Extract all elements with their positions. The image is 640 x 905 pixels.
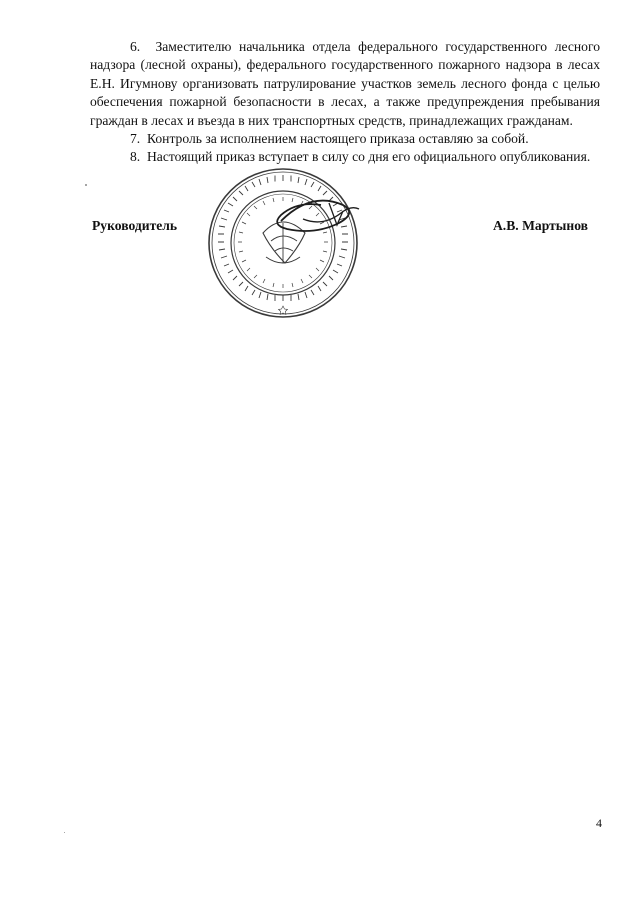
scan-speck <box>85 184 87 186</box>
paragraph-8: 8. Настоящий приказ вступает в силу со дня его официального опубликования. <box>130 149 591 165</box>
scan-speck <box>64 832 65 833</box>
signatory-title: Руководитель <box>92 218 178 233</box>
signatory-name: А.В. Мартынов <box>492 218 588 233</box>
paragraph-6: 6. Заместителю начальника отдела федерального государственного лесного надзора (лесной охраны), федерального государственного пожарного надзора в лесах Е.Н. Игумнову организовать патрулирование участков земель лесного фонда с целью обеспечения пожарной безопасности в лесах, а также предупреждения пребывания граждан в лесах и въезда в них транспортных средств, принадлежащих гражданам. <box>90 39 600 128</box>
page-number: 4 <box>596 816 602 830</box>
paragraph-7: 7. Контроль за исполнением настоящего приказа оставляю за собой. <box>130 131 529 147</box>
official-seal-icon <box>203 163 363 323</box>
document-body <box>90 38 600 167</box>
